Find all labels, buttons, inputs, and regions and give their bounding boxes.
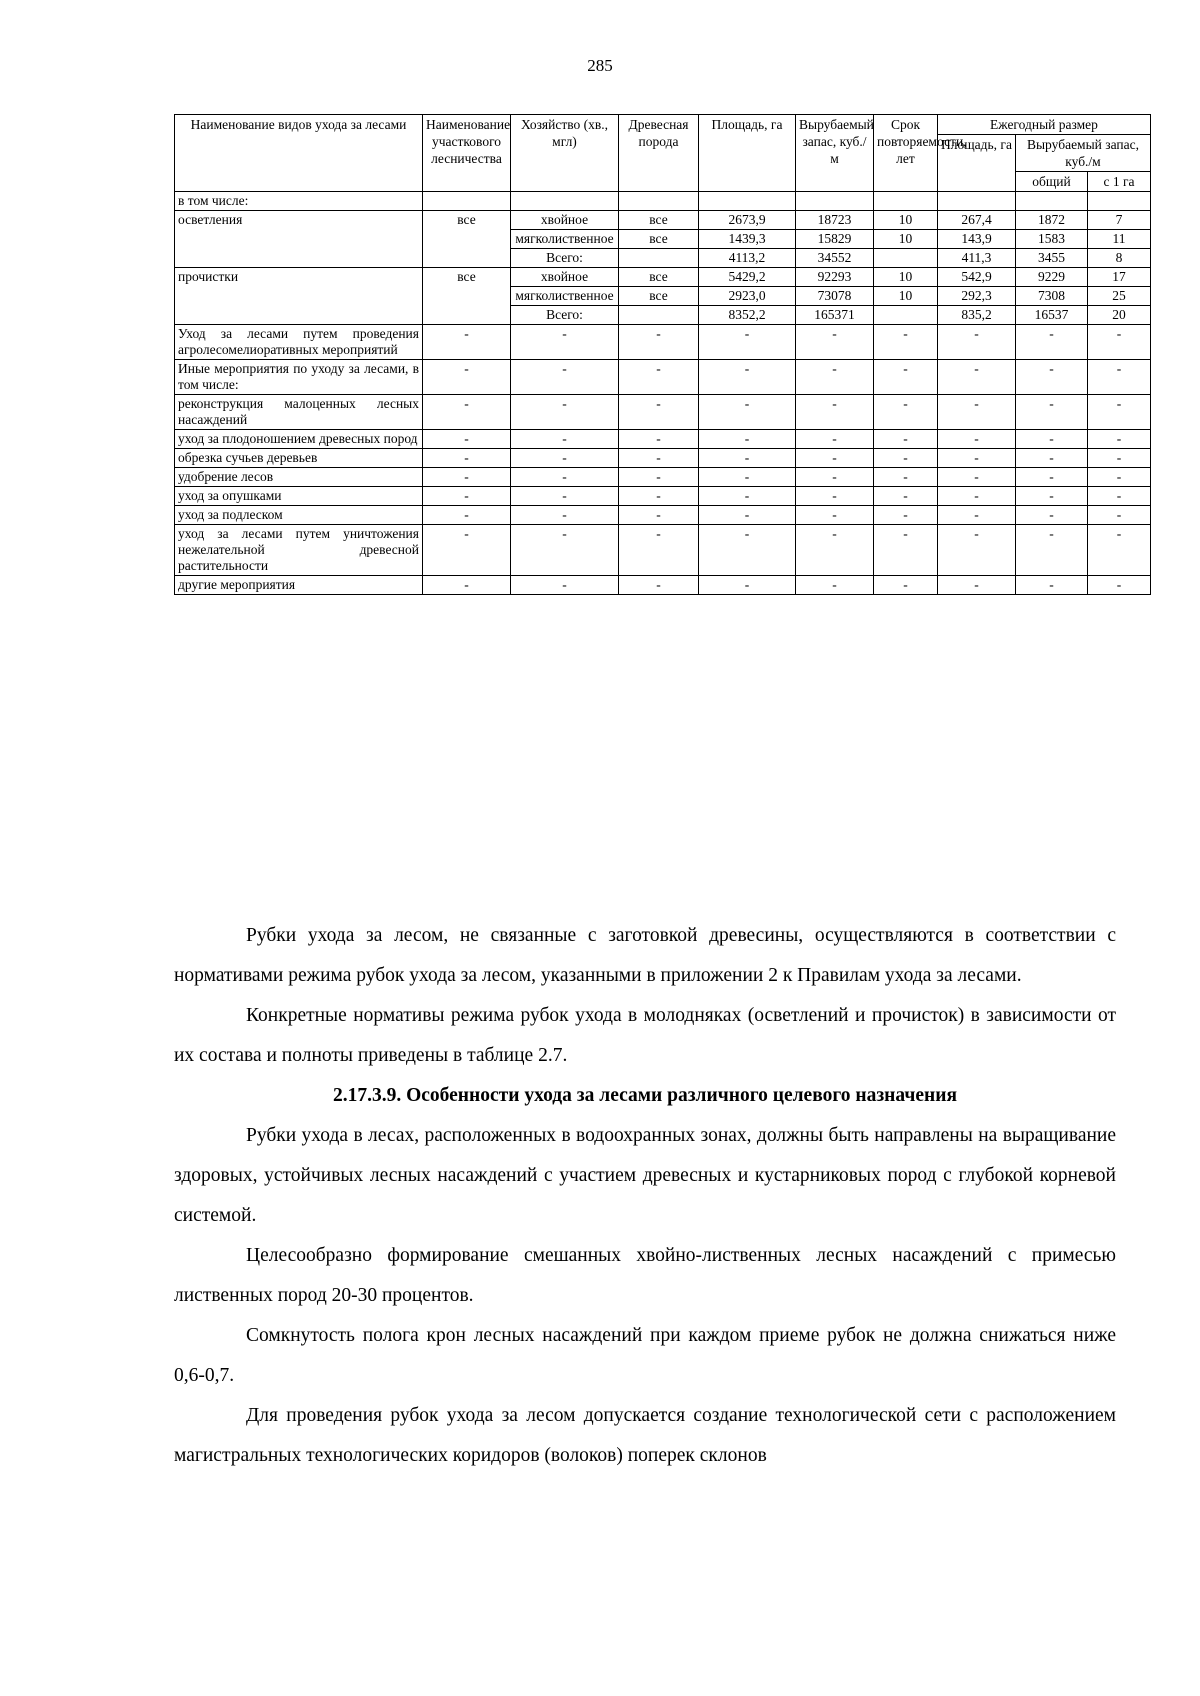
dash-cell: - — [511, 449, 619, 468]
care-type-name: другие мероприятия — [175, 576, 423, 595]
care-type-name: уход за лесами путем уничтожения нежелательной древесной растительности — [175, 525, 423, 576]
table-body — [175, 192, 1151, 595]
empty-cell — [619, 192, 699, 211]
dash-cell: - — [619, 506, 699, 525]
dash-cell: - — [699, 468, 796, 487]
dash-cell: - — [423, 395, 511, 430]
period-cell: 10 — [874, 287, 938, 306]
annual-per-ha-cell: 25 — [1088, 287, 1151, 306]
dash-cell: - — [874, 525, 938, 576]
dash-cell: - — [1088, 325, 1151, 360]
area-cell: 4113,2 — [699, 249, 796, 268]
header-area: Площадь, га — [699, 115, 796, 192]
period-cell: 10 — [874, 230, 938, 249]
dash-cell: - — [796, 576, 874, 595]
annual-area-cell: 835,2 — [938, 306, 1016, 325]
dash-cell: - — [1088, 576, 1151, 595]
dash-cell: - — [796, 395, 874, 430]
dash-cell: - — [938, 487, 1016, 506]
area-cell: 2673,9 — [699, 211, 796, 230]
forestry-cell: все — [423, 211, 511, 268]
table-row — [175, 576, 1151, 595]
species-cell: все — [619, 268, 699, 287]
annual-total-cell: 3455 — [1016, 249, 1088, 268]
area-cell: 2923,0 — [699, 287, 796, 306]
dash-cell: - — [874, 468, 938, 487]
annual-area-cell: 267,4 — [938, 211, 1016, 230]
header-annual-total: общий — [1016, 172, 1088, 192]
dash-cell: - — [796, 449, 874, 468]
table-row — [175, 211, 1151, 230]
dash-cell: - — [511, 576, 619, 595]
header-annual-area: Площадь, га — [938, 135, 1016, 192]
annual-per-ha-cell: 20 — [1088, 306, 1151, 325]
volume-cell: 92293 — [796, 268, 874, 287]
dash-cell: - — [796, 468, 874, 487]
dash-cell: - — [423, 449, 511, 468]
dash-cell: - — [796, 430, 874, 449]
dash-cell: - — [1016, 395, 1088, 430]
empty-cell — [874, 192, 938, 211]
volume-cell: 15829 — [796, 230, 874, 249]
annual-per-ha-cell: 17 — [1088, 268, 1151, 287]
species-cell: все — [619, 287, 699, 306]
annual-total-cell: 16537 — [1016, 306, 1088, 325]
dash-cell: - — [796, 325, 874, 360]
annual-total-cell: 9229 — [1016, 268, 1088, 287]
dash-cell: - — [619, 395, 699, 430]
table-row — [175, 487, 1151, 506]
species-cell — [619, 306, 699, 325]
dash-cell: - — [796, 487, 874, 506]
dash-cell: - — [511, 430, 619, 449]
dash-cell: - — [874, 360, 938, 395]
dash-cell: - — [874, 449, 938, 468]
annual-area-cell: 143,9 — [938, 230, 1016, 249]
area-cell: 8352,2 — [699, 306, 796, 325]
table-row — [175, 449, 1151, 468]
header-economy: Хозяйство (хв., мгл) — [511, 115, 619, 192]
empty-cell — [423, 192, 511, 211]
empty-cell — [699, 192, 796, 211]
dash-cell: - — [1088, 360, 1151, 395]
care-type-name: уход за опушками — [175, 487, 423, 506]
care-type-name: Иные мероприятия по уходу за лесами, в том числе: — [175, 360, 423, 395]
dash-cell: - — [619, 487, 699, 506]
dash-cell: - — [1016, 360, 1088, 395]
header-period: Срок повторяемости, лет — [874, 115, 938, 192]
care-type-name: удобрение лесов — [175, 468, 423, 487]
dash-cell: - — [1088, 487, 1151, 506]
dash-cell: - — [1088, 506, 1151, 525]
annual-per-ha-cell: 11 — [1088, 230, 1151, 249]
economy-cell: Всего: — [511, 249, 619, 268]
dash-cell: - — [511, 525, 619, 576]
dash-cell: - — [1016, 525, 1088, 576]
table-row — [175, 325, 1151, 360]
empty-cell — [938, 192, 1016, 211]
dash-cell: - — [511, 506, 619, 525]
dash-cell: - — [1016, 576, 1088, 595]
header-species: Древесная порода — [619, 115, 699, 192]
dash-cell: - — [938, 360, 1016, 395]
dash-cell: - — [511, 468, 619, 487]
annual-total-cell: 7308 — [1016, 287, 1088, 306]
table-row — [175, 192, 1151, 211]
dash-cell: - — [699, 449, 796, 468]
paragraph: Конкретные нормативы режима рубок ухода в молодняках (осветлений и прочисток) в зависимости от их состава и полноты приведены в таблице 2.7. — [174, 1005, 1116, 1066]
dash-cell: - — [423, 430, 511, 449]
dash-cell: - — [796, 360, 874, 395]
dash-cell: - — [938, 395, 1016, 430]
paragraph: Рубки ухода в лесах, расположенных в водоохранных зонах, должны быть направлены на выращивание здоровых, устойчивых лесных насаждений с участием древесных и кустарниковых пород с глубокой корневой системой. — [174, 1125, 1116, 1226]
annual-area-cell: 542,9 — [938, 268, 1016, 287]
dash-cell: - — [938, 449, 1016, 468]
empty-cell — [511, 192, 619, 211]
dash-cell: - — [699, 395, 796, 430]
dash-cell: - — [874, 430, 938, 449]
dash-cell: - — [1016, 487, 1088, 506]
dash-cell: - — [938, 325, 1016, 360]
dash-cell: - — [938, 468, 1016, 487]
care-type-name: уход за подлеском — [175, 506, 423, 525]
economy-cell: мягколиственное — [511, 287, 619, 306]
header-annual-per-ha: с 1 га — [1088, 172, 1151, 192]
dash-cell: - — [874, 395, 938, 430]
dash-cell: - — [699, 506, 796, 525]
empty-cell — [1088, 192, 1151, 211]
annual-total-cell: 1583 — [1016, 230, 1088, 249]
economy-cell: хвойное — [511, 268, 619, 287]
table-row — [175, 506, 1151, 525]
annual-per-ha-cell: 8 — [1088, 249, 1151, 268]
dash-cell: - — [938, 576, 1016, 595]
period-cell — [874, 249, 938, 268]
area-cell: 1439,3 — [699, 230, 796, 249]
dash-cell: - — [619, 449, 699, 468]
care-type-name: уход за плодоношением древесных пород — [175, 430, 423, 449]
dash-cell: - — [423, 360, 511, 395]
dash-cell: - — [699, 430, 796, 449]
dash-cell: - — [938, 525, 1016, 576]
dash-cell: - — [619, 360, 699, 395]
dash-cell: - — [796, 506, 874, 525]
dash-cell: - — [874, 487, 938, 506]
dash-cell: - — [1016, 430, 1088, 449]
paragraph: Сомкнутость полога крон лесных насаждений при каждом приеме рубок не должна снижаться ниже 0,6-0,7. — [174, 1325, 1116, 1386]
economy-cell: Всего: — [511, 306, 619, 325]
area-cell: 5429,2 — [699, 268, 796, 287]
section-heading: 2.17.3.9. Особенности ухода за лесами различного целевого назначения — [332, 1085, 958, 1106]
care-type-name: прочистки — [175, 268, 423, 325]
annual-area-cell: 292,3 — [938, 287, 1016, 306]
forest-care-table — [174, 114, 1151, 595]
dash-cell: - — [1088, 449, 1151, 468]
dash-cell: - — [699, 576, 796, 595]
forestry-cell: все — [423, 268, 511, 325]
dash-cell: - — [423, 506, 511, 525]
dash-cell: - — [699, 487, 796, 506]
dash-cell: - — [511, 325, 619, 360]
header-forestry: Наименование участкового лесничества — [423, 115, 511, 192]
empty-cell — [1016, 192, 1088, 211]
economy-cell: хвойное — [511, 211, 619, 230]
table-row — [175, 268, 1151, 287]
annual-total-cell: 1872 — [1016, 211, 1088, 230]
paragraph: Для проведения рубок ухода за лесом допускается создание технологической сети с расположением магистральных технологических коридоров (волоков) поперек склонов — [174, 1405, 1116, 1466]
economy-cell: мягколиственное — [511, 230, 619, 249]
header-annual: Ежегодный размер — [938, 115, 1151, 135]
care-type-name: реконструкция малоценных лесных насаждений — [175, 395, 423, 430]
period-cell — [874, 306, 938, 325]
dash-cell: - — [511, 360, 619, 395]
empty-cell — [796, 192, 874, 211]
species-cell — [619, 249, 699, 268]
dash-cell: - — [423, 576, 511, 595]
dash-cell: - — [938, 430, 1016, 449]
dash-cell: - — [1016, 449, 1088, 468]
dash-cell: - — [619, 525, 699, 576]
dash-cell: - — [619, 430, 699, 449]
dash-cell: - — [874, 506, 938, 525]
volume-cell: 165371 — [796, 306, 874, 325]
dash-cell: - — [699, 525, 796, 576]
dash-cell: - — [619, 576, 699, 595]
header-volume: Вырубаемый запас, куб./м — [796, 115, 874, 192]
header-name: Наименование видов ухода за лесами — [175, 115, 423, 192]
dash-cell: - — [1016, 468, 1088, 487]
volume-cell: 73078 — [796, 287, 874, 306]
table-row — [175, 525, 1151, 576]
table-row — [175, 360, 1151, 395]
dash-cell: - — [699, 360, 796, 395]
care-type-name: обрезка сучьев деревьев — [175, 449, 423, 468]
dash-cell: - — [1088, 468, 1151, 487]
dash-cell: - — [1088, 430, 1151, 449]
table-row — [175, 430, 1151, 449]
dash-cell: - — [874, 576, 938, 595]
volume-cell: 18723 — [796, 211, 874, 230]
section-label: в том числе: — [175, 192, 423, 211]
dash-cell: - — [1088, 525, 1151, 576]
period-cell: 10 — [874, 268, 938, 287]
table-row — [175, 468, 1151, 487]
dash-cell: - — [796, 525, 874, 576]
annual-per-ha-cell: 7 — [1088, 211, 1151, 230]
period-cell: 10 — [874, 211, 938, 230]
page-number: 285 — [587, 56, 613, 75]
dash-cell: - — [423, 468, 511, 487]
table-row — [175, 395, 1151, 430]
dash-cell: - — [511, 395, 619, 430]
dash-cell: - — [874, 325, 938, 360]
dash-cell: - — [1016, 325, 1088, 360]
paragraph: Целесообразно формирование смешанных хвойно-лиственных лесных насаждений с примесью лиственных пород 20-30 процентов. — [174, 1245, 1116, 1306]
species-cell: все — [619, 211, 699, 230]
dash-cell: - — [423, 325, 511, 360]
dash-cell: - — [1016, 506, 1088, 525]
annual-area-cell: 411,3 — [938, 249, 1016, 268]
dash-cell: - — [699, 325, 796, 360]
dash-cell: - — [938, 506, 1016, 525]
dash-cell: - — [619, 325, 699, 360]
dash-cell: - — [1088, 395, 1151, 430]
dash-cell: - — [423, 525, 511, 576]
paragraph: Рубки ухода за лесом, не связанные с заготовкой древесины, осуществляются в соответствии с нормативами режима рубок ухода за лесом, указанными в приложении 2 к Правилам ухода за лесами. — [174, 925, 1116, 986]
dash-cell: - — [619, 468, 699, 487]
species-cell: все — [619, 230, 699, 249]
care-type-name: Уход за лесами путем проведения агролесомелиоративных мероприятий — [175, 325, 423, 360]
dash-cell: - — [423, 487, 511, 506]
volume-cell: 34552 — [796, 249, 874, 268]
body-text — [174, 916, 1116, 1476]
care-type-name: осветления — [175, 211, 423, 268]
header-annual-volume: Вырубаемый запас, куб./м — [1016, 135, 1151, 172]
dash-cell: - — [511, 487, 619, 506]
